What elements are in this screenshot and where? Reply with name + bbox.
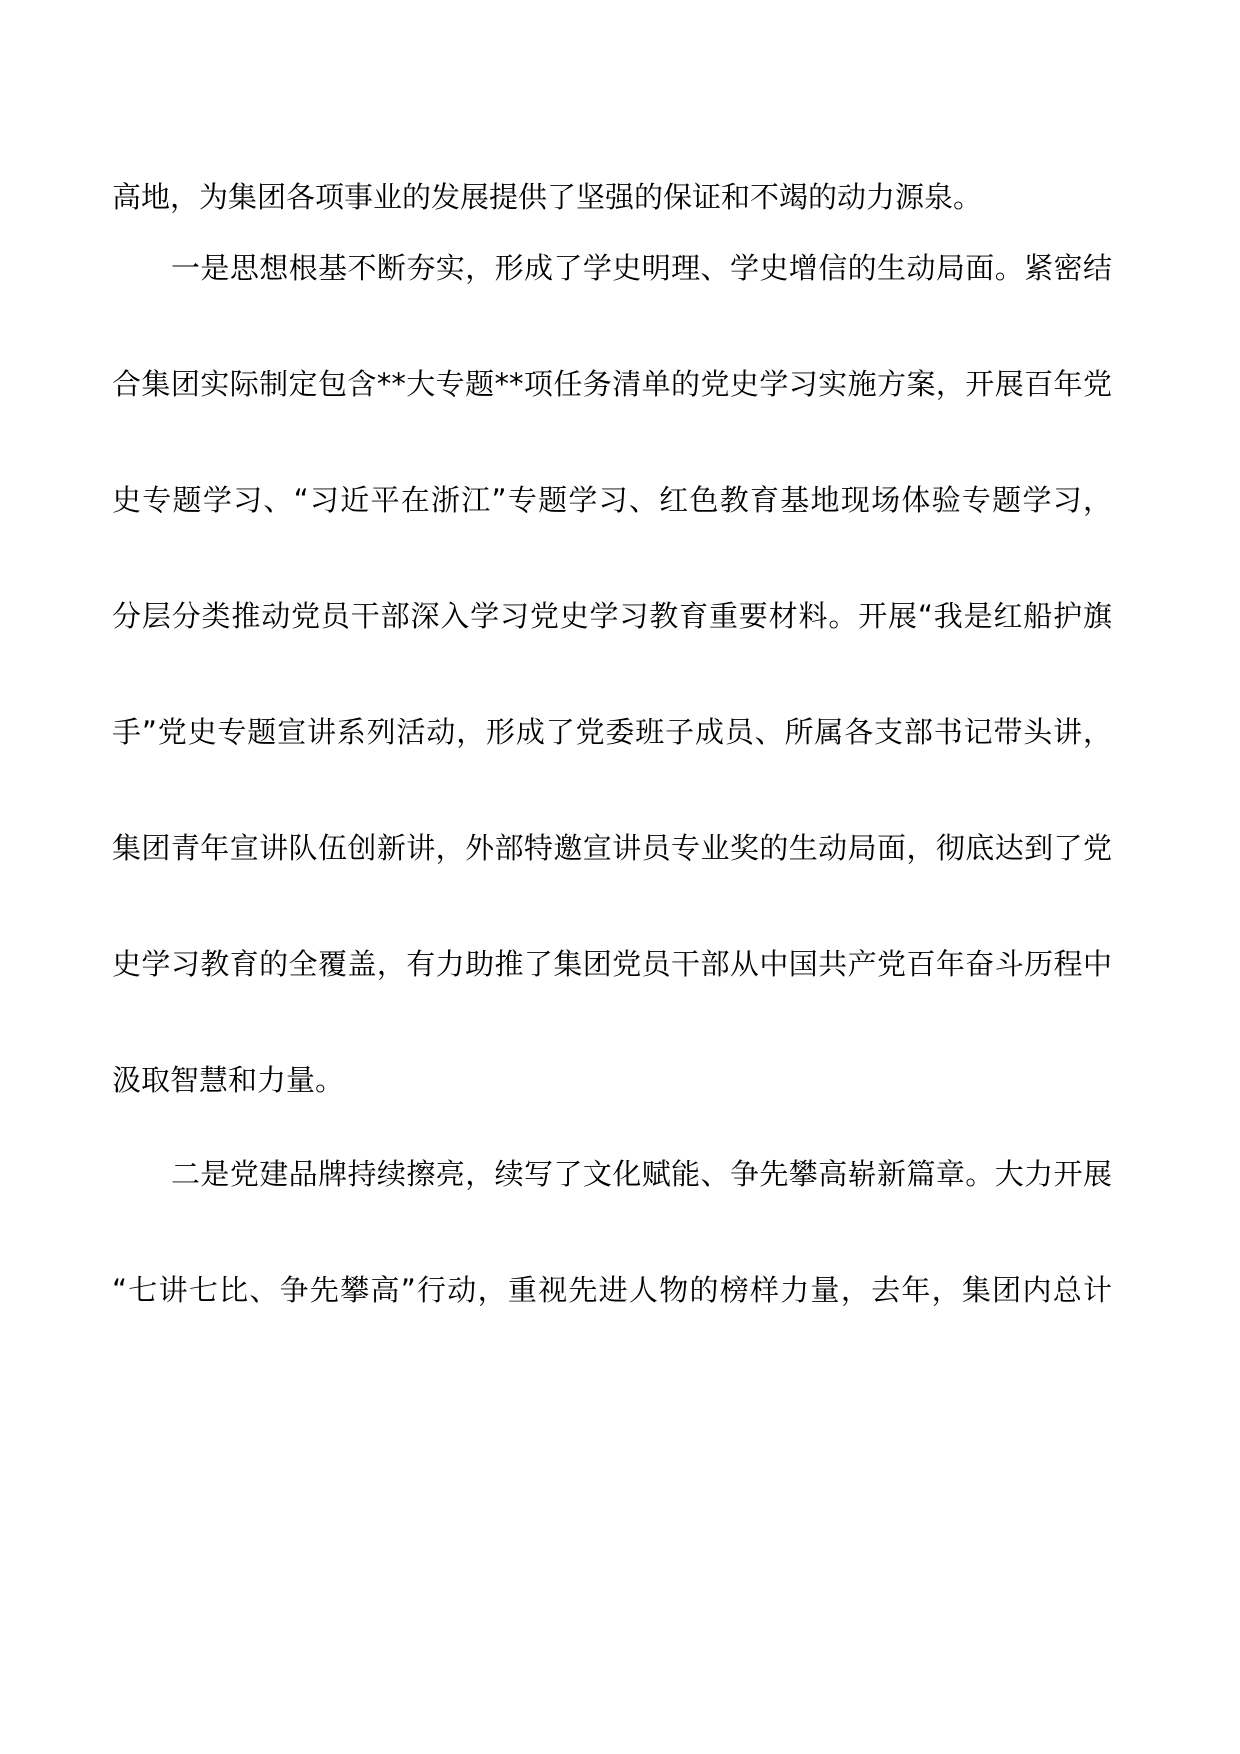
- text-line-11: “七讲七比、争先攀高”行动，重视先进人物的榜样力量，去年，集团内总计: [112, 1273, 1112, 1307]
- text-line-5: 分层分类推动党员干部深入学习党史学习教育重要材料。开展“我是红船护旗: [112, 599, 1112, 633]
- text-line-9: 汲取智慧和力量。: [112, 1063, 345, 1097]
- text-line-1: 高地，为集团各项事业的发展提供了坚强的保证和不竭的动力源泉。: [112, 180, 983, 214]
- text-line-10: 二是党建品牌持续擦亮，续写了文化赋能、争先攀高崭新篇章。大力开展: [171, 1157, 1112, 1191]
- text-line-2: 一是思想根基不断夯实，形成了学史明理、学史增信的生动局面。紧密结: [171, 251, 1112, 285]
- text-line-4: 史专题学习、“习近平在浙江”专题学习、红色教育基地现场体验专题学习，: [112, 483, 1112, 517]
- text-line-8: 史学习教育的全覆盖，有力助推了集团党员干部从中国共产党百年奋斗历程中: [112, 947, 1112, 981]
- text-line-6: 手”党史专题宣讲系列活动，形成了党委班子成员、所属各支部书记带头讲，: [112, 715, 1112, 749]
- text-line-7: 集团青年宣讲队伍创新讲，外部特邀宣讲员专业奖的生动局面，彻底达到了党: [112, 831, 1112, 865]
- text-line-3: 合集团实际制定包含**大专题**项任务清单的党史学习实施方案，开展百年党: [112, 367, 1112, 401]
